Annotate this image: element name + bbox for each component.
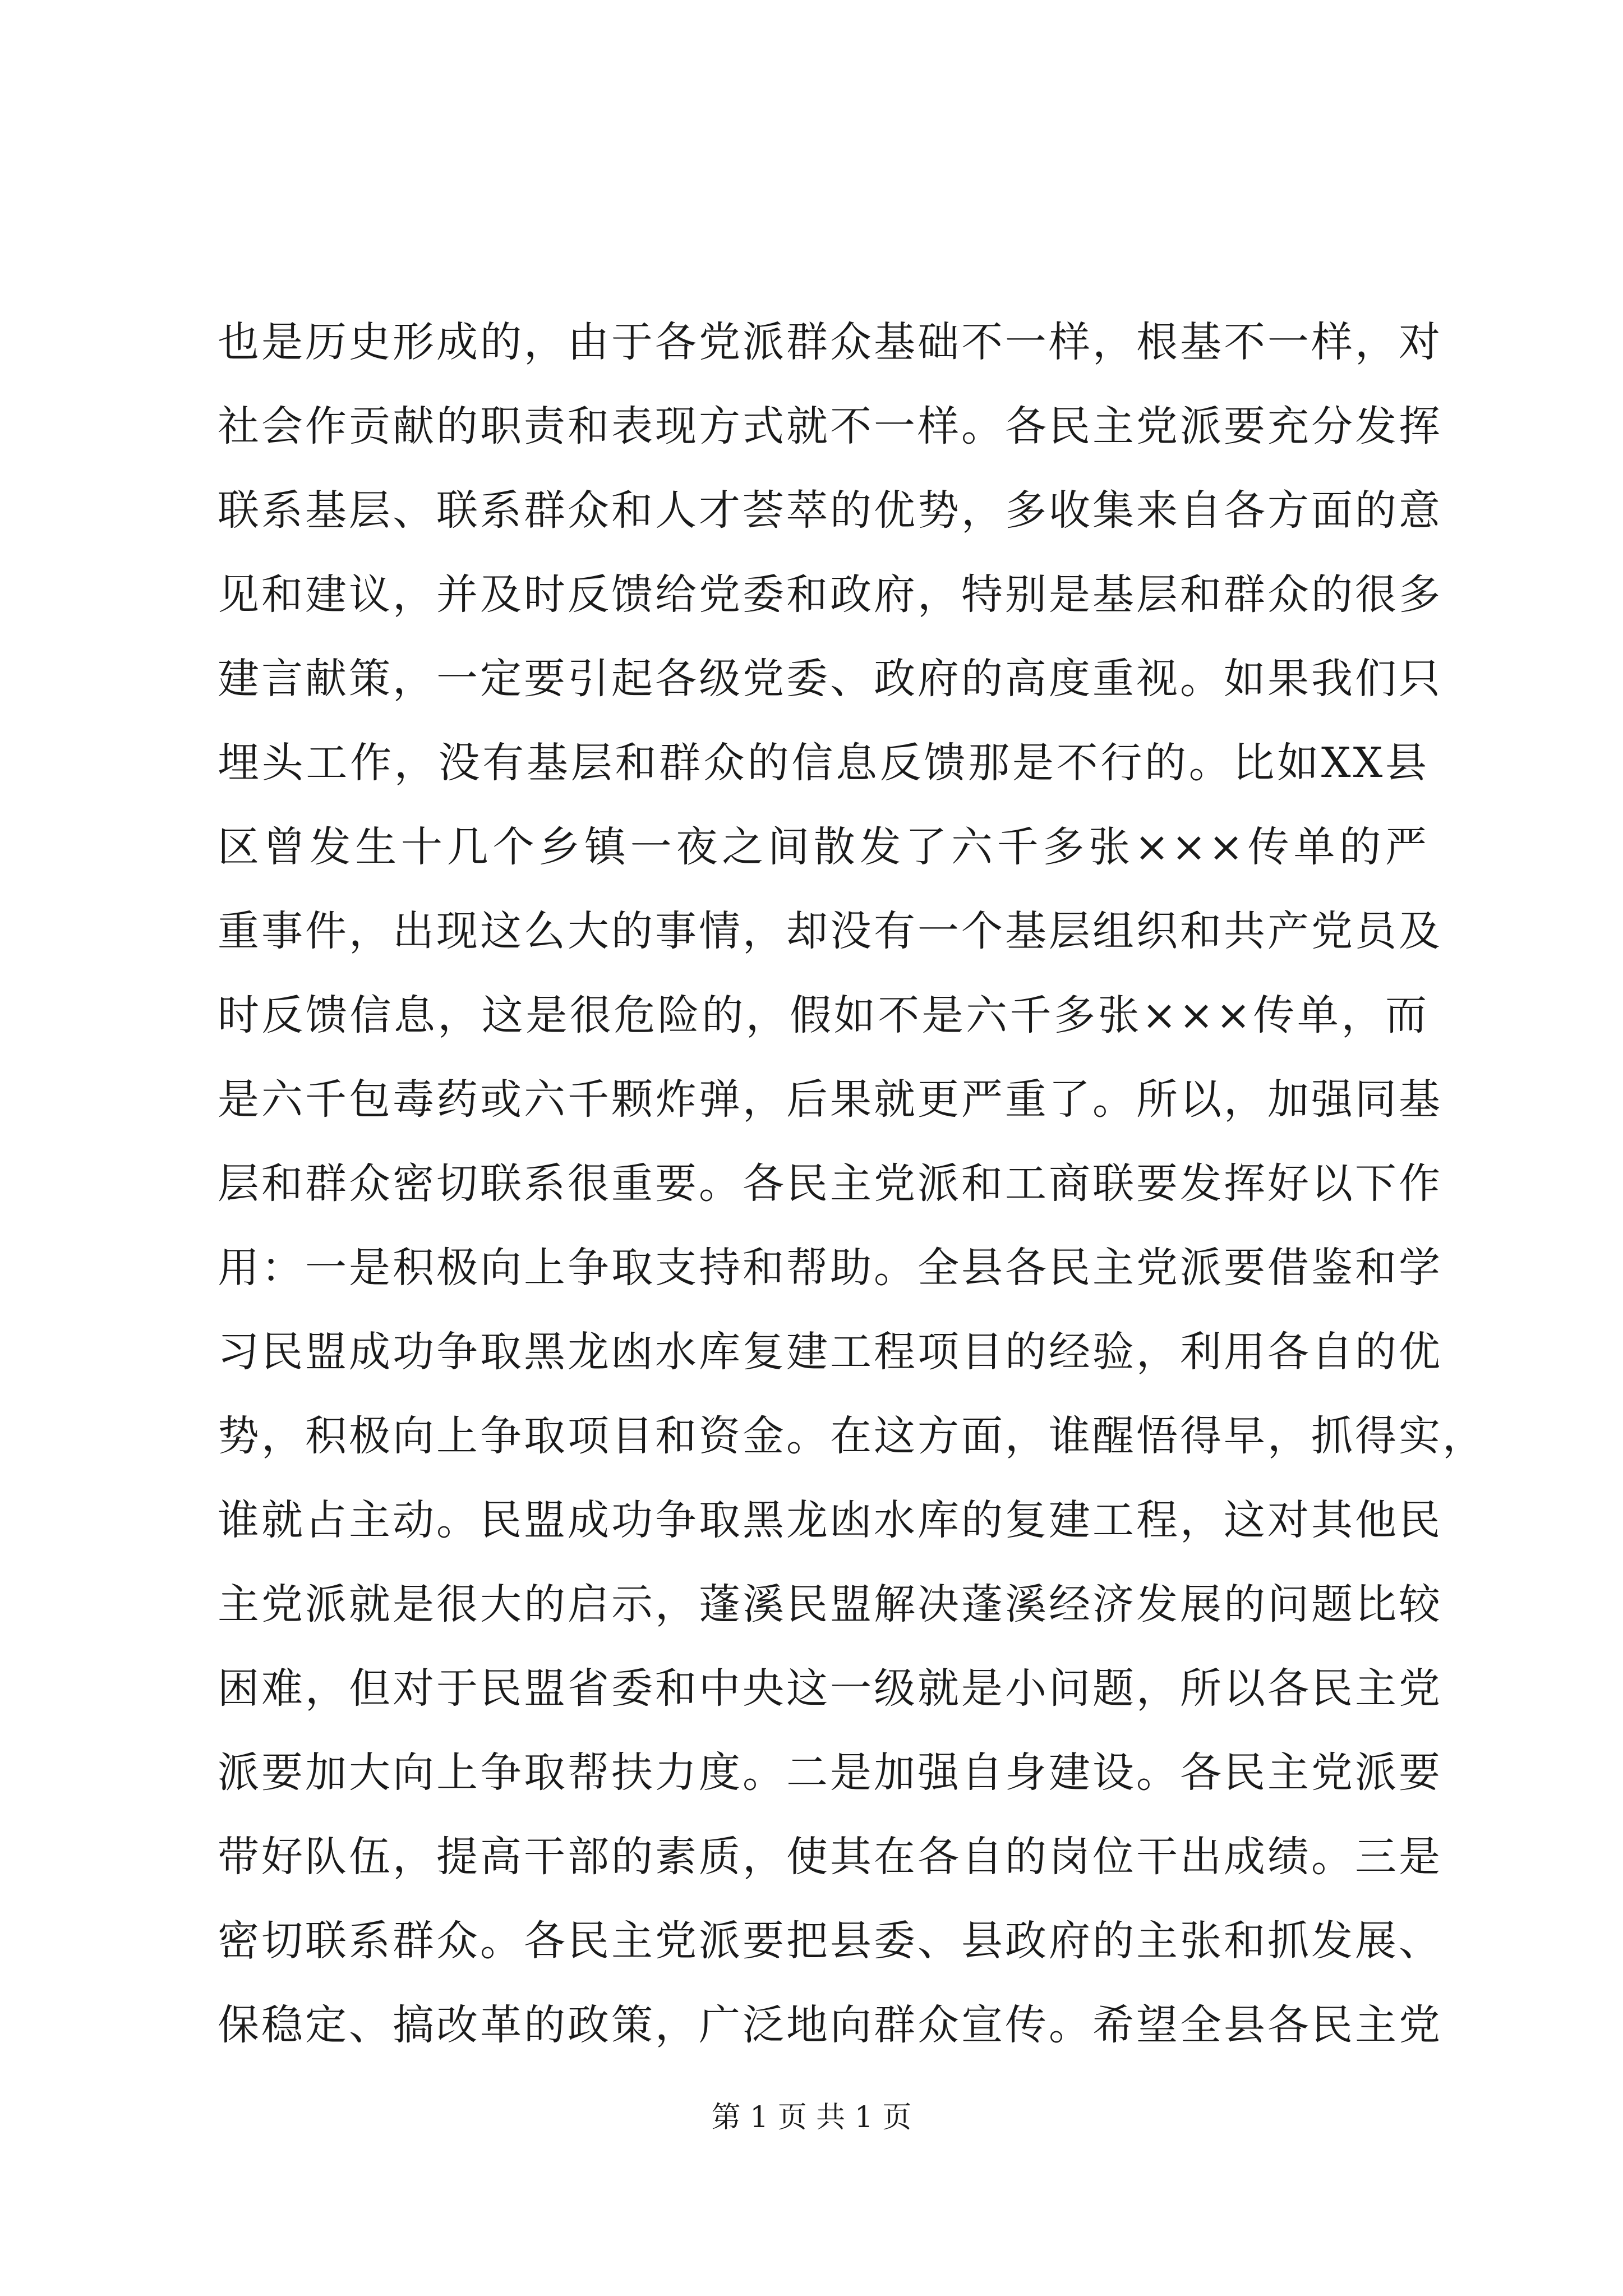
document-body [218,300,1486,2067]
text-line: 习民盟成功争取黑龙凼水库复建工程项目的经验，利用各自的优 [218,1328,1442,1376]
text-line: 谁就占主动。民盟成功争取黑龙凼水库的复建工程，这对其他民 [218,1496,1442,1544]
text-line: 区曾发生十几个乡镇一夜之间散发了六千多张×××传单的严 [218,823,1429,871]
text-line: 时反馈信息，这是很危险的，假如不是六千多张×××传单，而 [218,991,1429,1039]
text-line: 主党派就是很大的启示，蓬溪民盟解决蓬溪经济发展的问题比较 [218,1580,1442,1628]
text-line: 保稳定、搞改革的政策，广泛地向群众宣传。希望全县各民主党 [218,2001,1442,2049]
text-line: 层和群众密切联系很重要。各民主党派和工商联要发挥好以下作 [218,1159,1442,1208]
text-line: 埋头工作，没有基层和群众的信息反馈那是不行的。比如XX县 [218,739,1429,787]
text-line: 带好队伍，提高干部的素质，使其在各自的岗位干出成绩。三是 [218,1833,1442,1881]
text-line: 困难，但对于民盟省委和中央这一级就是小问题，所以各民主党 [218,1664,1442,1713]
text-line: 重事件，出现这么大的事情，却没有一个基层组织和共产党员及 [218,907,1442,955]
text-line: 见和建议，并及时反馈给党委和政府，特别是基层和群众的很多 [218,570,1442,619]
text-line: 用：一是积极向上争取支持和帮助。全县各民主党派要借鉴和学 [218,1244,1442,1292]
text-line: 建言献策，一定要引起各级党委、政府的高度重视。如果我们只 [218,655,1442,703]
text-line: 势，积极向上争取项目和资金。在这方面，谁醒悟得早，抓得实， [218,1412,1486,1460]
text-line: 派要加大向上争取帮扶力度。二是加强自身建设。各民主党派要 [218,1749,1442,1797]
text-line: 也是历史形成的，由于各党派群众基础不一样，根基不一样，对 [218,318,1442,366]
text-line: 是六千包毒药或六千颗炸弹，后果就更严重了。所以，加强同基 [218,1075,1442,1124]
text-line: 密切联系群众。各民主党派要把县委、县政府的主张和抓发展、 [218,1917,1442,1965]
text-line: 联系基层、联系群众和人才荟萃的优势，多收集来自各方面的意 [218,486,1442,535]
text-line: 社会作贡献的职责和表现方式就不一样。各民主党派要充分发挥 [218,402,1442,450]
page-footer [0,2098,1623,2137]
page-number-label: 第 1 页 共 1 页 [711,2101,912,2134]
